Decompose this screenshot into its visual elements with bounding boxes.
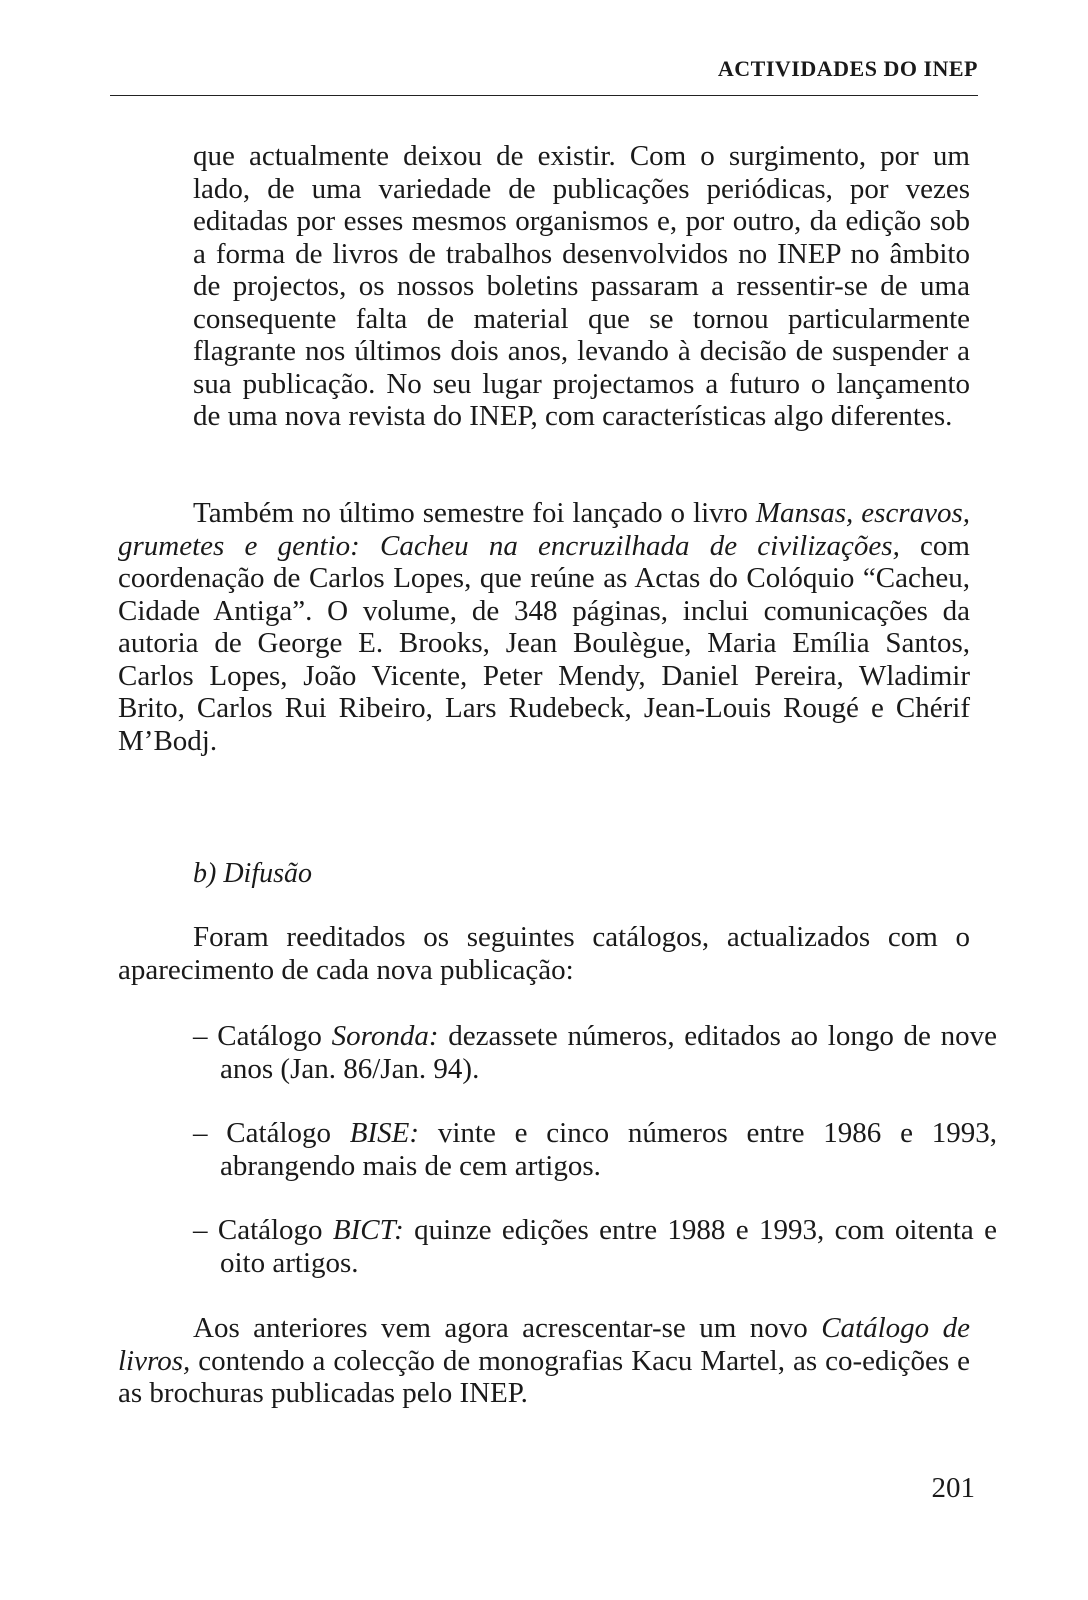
list-item-text: dezassete números, editados ao longo de nove anos (Jan. 86/Jan. 94). xyxy=(220,1020,997,1085)
paragraph-book-launch xyxy=(118,497,970,757)
page-number: 201 xyxy=(931,1472,975,1504)
section-heading-difusao: b) Difusão xyxy=(193,858,312,889)
paragraph-book-launch-lead: Também no último semestre foi lançado o livro xyxy=(193,497,756,529)
catalog-title: BICT: xyxy=(332,1214,404,1246)
list-item-catalog-bise xyxy=(193,1117,997,1182)
paragraph-publications-continued: que actualmente deixou de existir. Com o surgimento, por um lado, de uma variedade de publicações periódicas, por vezes editadas por esses mesmos organismos e, por outro, da edição sob a forma de livros de trabalhos desenvolvidos no INEP no âmbito de projectos, os nossos boletins passaram a ressentir-se de uma consequente falta de material que se tornou particularmente flagrante nos últimos dois anos, levando à decisão de suspender a sua publicação. No seu lugar projectamos a futuro o lançamento de uma nova revista do INEP, com características algo diferentes. xyxy=(193,140,970,432)
list-item-text: quinze edições entre 1988 e 1993, com oitenta e oito artigos. xyxy=(220,1214,998,1279)
list-item-prefix: Catálogo xyxy=(217,1020,332,1052)
list-item-prefix: Catálogo xyxy=(226,1117,350,1149)
header-rule xyxy=(110,95,978,96)
running-title: ACTIVIDADES DO INEP xyxy=(717,56,978,81)
paragraph-book-catalog-lead: Aos anteriores vem agora acrescentar-se um novo xyxy=(193,1312,822,1344)
list-item-catalog-soronda xyxy=(193,1020,997,1085)
paragraph-book-catalog xyxy=(118,1312,970,1410)
paragraph-book-catalog-details: contendo a colecção de monografias Kacu Martel, as co-edições e as brochuras publicadas pelo INEP. xyxy=(118,1344,970,1409)
list-item-catalog-bict xyxy=(193,1214,997,1279)
catalog-title: Soronda: xyxy=(331,1020,439,1052)
list-item-text: vinte e cinco números entre 1986 e 1993, abrangendo mais de cem artigos. xyxy=(220,1117,998,1182)
catalog-title: BISE: xyxy=(349,1117,420,1149)
list-item-dash: – xyxy=(193,1020,218,1052)
paragraph-book-launch-details: com coordenação de Carlos Lopes, que reúne as Actas do Colóquio “Cacheu, Cidade Antiga”. O volume, de 348 páginas, inclui comunicações da autoria de George E. Brooks, Jean Boulègue, Maria Emília Santos, Carlos Lopes, João Vicente, Peter Mendy, Daniel Pereira, Wladimir Brito, Carlos Rui Ribeiro, Lars Rudebeck, Jean-Louis Rougé e Chérif M’Bodj. xyxy=(118,529,970,757)
book-title: Mansas, escravos, grumetes e gentio: Cacheu na encruzilhada de civilizações, xyxy=(118,497,971,562)
list-item-prefix: Catálogo xyxy=(217,1214,333,1246)
paragraph-catalogs-intro: Foram reeditados os seguintes catálogos, actualizados com o aparecimento de cada nova publicação: xyxy=(118,921,970,986)
catalog-book-title: Catálogo de livros, xyxy=(118,1312,970,1377)
list-item-dash: – xyxy=(193,1117,227,1149)
list-item-dash: – xyxy=(193,1214,218,1246)
